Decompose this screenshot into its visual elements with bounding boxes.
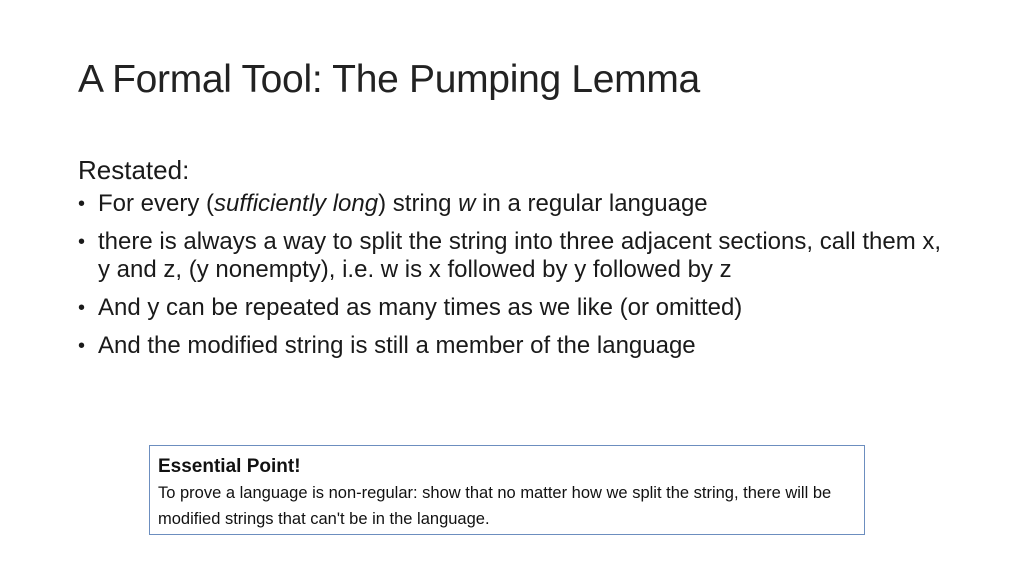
bullet-dot: • xyxy=(78,231,86,253)
bullet-dot: • xyxy=(78,335,86,357)
callout-title: Essential Point! xyxy=(158,456,301,477)
bullet-list xyxy=(78,190,958,360)
bullet-item xyxy=(78,332,958,360)
bullet-text-italic-w: w xyxy=(458,190,476,217)
slide-content xyxy=(78,154,958,370)
bullet-text-middle: ) string xyxy=(378,190,459,217)
bullet-text: there is always a way to split the string into three adjacent sections, call them x, y and z, (y nonempty), i.e. w is x followed by y followed by z xyxy=(98,228,942,283)
bullet-item xyxy=(78,228,958,284)
bullet-item xyxy=(78,190,958,218)
bullet-text-italic: sufficiently long xyxy=(214,190,379,217)
essential-point-callout xyxy=(149,445,865,535)
bullet-dot: • xyxy=(78,297,86,319)
intro-text: Restated: xyxy=(78,155,190,185)
bullet-text-prefix: For every ( xyxy=(98,190,215,217)
bullet-item xyxy=(78,294,958,322)
bullet-text: And y can be repeated as many times as we like (or omitted) xyxy=(98,294,743,321)
callout-body: To prove a language is non-regular: show that no matter how we split the string, there will be modified strings that can't be in the language. xyxy=(158,484,832,528)
bullet-text-suffix: in a regular language xyxy=(475,190,708,217)
bullet-dot: • xyxy=(78,193,86,215)
bullet-text: And the modified string is still a member of the language xyxy=(98,332,696,359)
slide-title: A Formal Tool: The Pumping Lemma xyxy=(78,58,700,101)
